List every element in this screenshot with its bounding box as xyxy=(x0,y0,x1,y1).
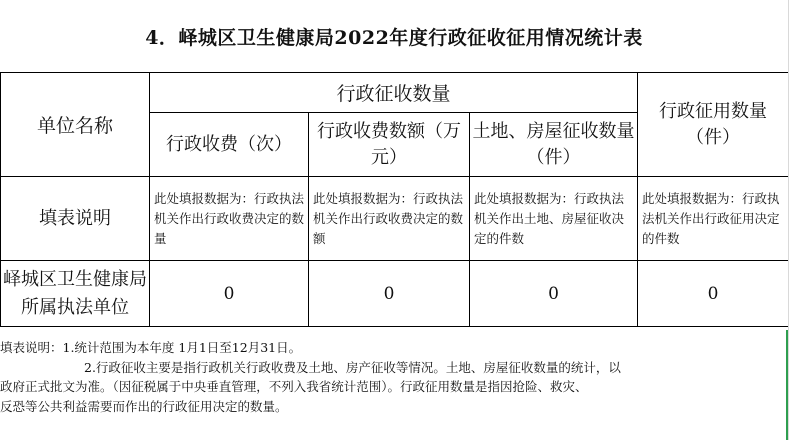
header-row-1 xyxy=(1,73,789,113)
unit-data-row xyxy=(1,261,789,327)
value-fee-amount[interactable]: 0 xyxy=(309,261,470,327)
sheet-gridline xyxy=(788,0,789,440)
unit-name-header[interactable]: 单位名称 xyxy=(1,73,150,177)
land-house-header[interactable]: 土地、房屋征收数量（件） xyxy=(470,113,638,177)
footnotes xyxy=(0,338,786,416)
sheet-title: 4．峄城区卫生健康局2022年度行政征收征用情况统计表 xyxy=(145,26,643,49)
selection-border xyxy=(786,330,788,440)
fee-count-header[interactable]: 行政收费（次） xyxy=(150,113,309,177)
unit-row-label[interactable]: 峄城区卫生健康局所属执法单位 xyxy=(1,261,150,327)
fee-amount-header[interactable]: 行政收费数额（万元） xyxy=(309,113,470,177)
footnote-line-1: 填表说明：1.统计范围为本年度 1月1日至12月31日。 xyxy=(0,340,302,355)
footnote-line-2: 2.行政征收主要是指行政机关行政收费及土地、房产征收等情况。土地、房屋征收数量的统计，以 xyxy=(84,359,621,375)
admin-collection-group-header[interactable]: 行政征收数量 xyxy=(150,73,638,113)
fill-note-requisition[interactable]: 此处填报数据为：行政执法机关作出行政征用决定的件数 xyxy=(638,177,789,261)
value-requisition[interactable]: 0 xyxy=(638,261,789,327)
fill-instructions-label[interactable]: 填表说明 xyxy=(1,177,150,261)
footnote-line-3: 政府正式批文为准。（因征税属于中央垂直管理，不列入我省统计范围）。行政征用数量是指因抢险、救灾、 xyxy=(0,379,588,394)
fill-note-land-house[interactable]: 此处填报数据为：行政执法机关作出土地、房屋征收决定的件数 xyxy=(470,177,638,261)
fill-instructions-row xyxy=(1,177,789,261)
value-fee-count[interactable]: 0 xyxy=(150,261,309,327)
fill-note-fee-amount[interactable]: 此处填报数据为：行政执法机关作出行政收费决定的数额 xyxy=(309,177,470,261)
requisition-count-header[interactable]: 行政征用数量（件） xyxy=(638,73,789,177)
statistics-table xyxy=(0,72,789,327)
footnote-line-4: 反恐等公共利益需要而作出的行政征用决定的数量。 xyxy=(0,398,288,414)
value-land-house[interactable]: 0 xyxy=(470,261,638,327)
fill-note-fee-count[interactable]: 此处填报数据为：行政执法机关作出行政收费决定的数量 xyxy=(150,177,309,261)
